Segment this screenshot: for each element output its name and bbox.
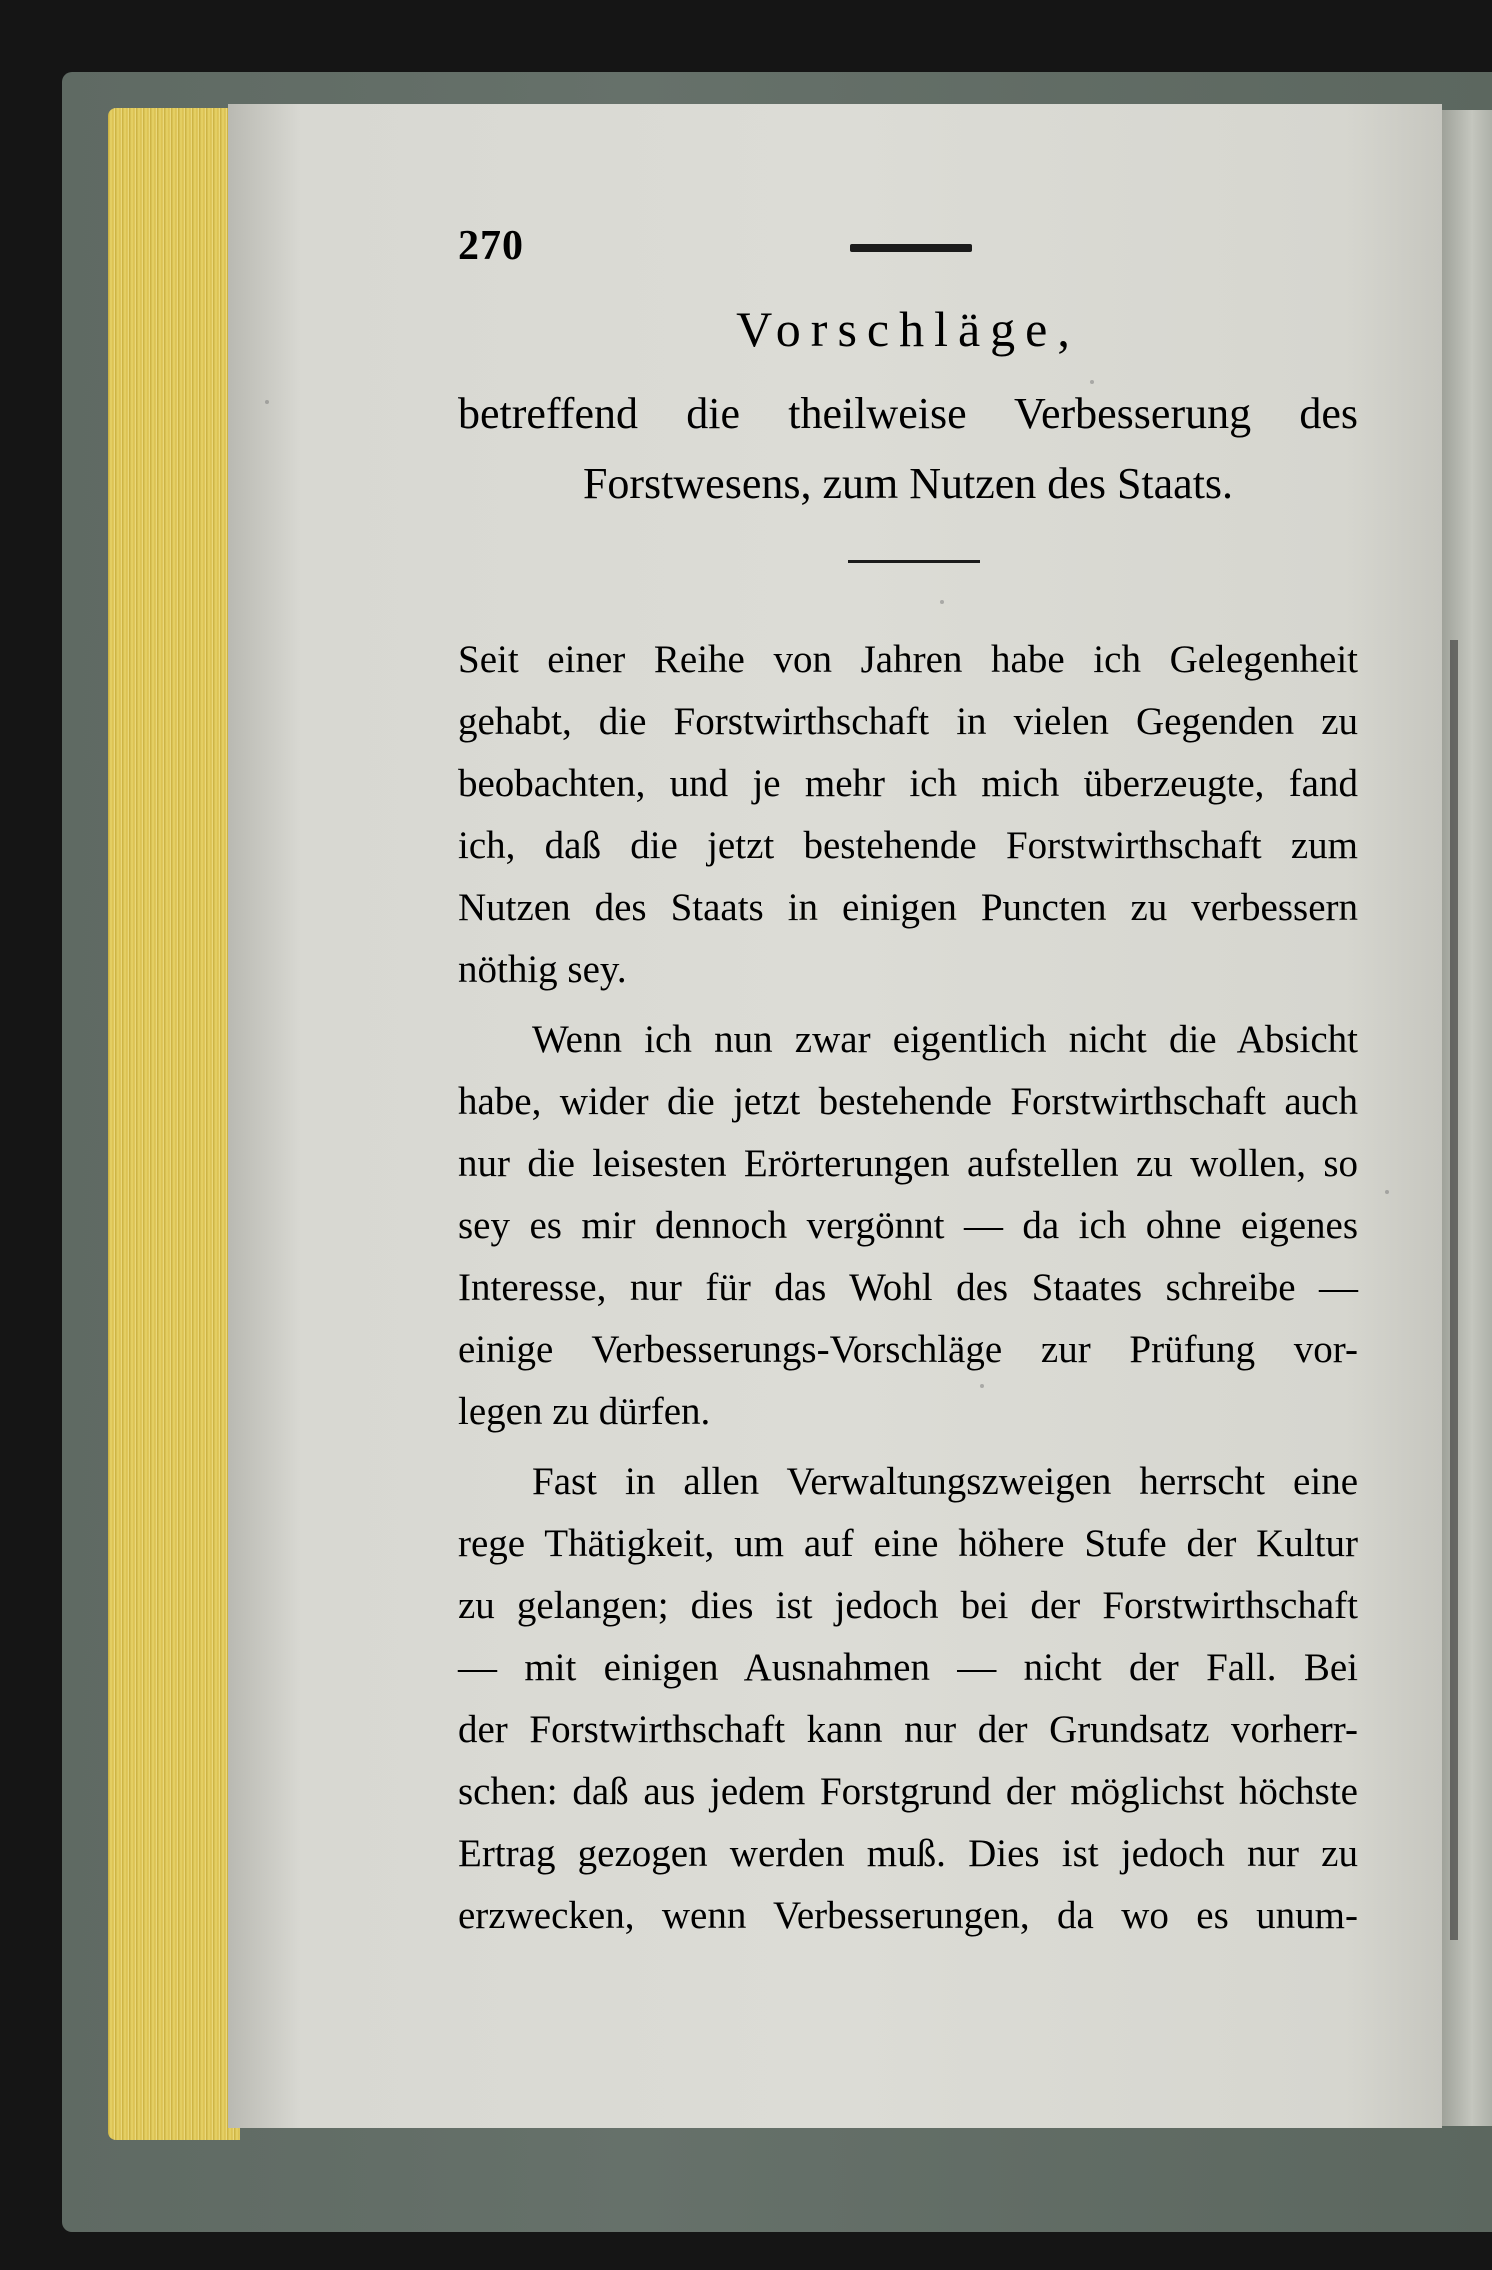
paragraph-2-line: Interesse, nur für das Wohl des Staates schreibe — [458, 1266, 1358, 1309]
paragraph-3-line: Fast in allen Verwaltungszweigen herrscht eine [532, 1460, 1358, 1503]
page-edges [108, 108, 240, 2140]
paragraph-3-line: zu gelangen; dies ist jedoch bei der Forstwirthschaft [458, 1584, 1358, 1627]
paragraph-1-line: Nutzen des Staats in einigen Puncten zu verbessern [458, 886, 1358, 929]
paragraph-2-line: habe, wider die jetzt bestehende Forstwirthschaft auch [458, 1080, 1358, 1123]
paragraph-3-line: — mit einigen Ausnahmen — nicht der Fall. Bei [458, 1646, 1358, 1689]
paragraph-2-line: legen zu dürfen. [458, 1390, 711, 1433]
paper-speck [980, 1384, 984, 1388]
binding-shadow [1450, 640, 1458, 1940]
paragraph-1-line: nöthig sey. [458, 948, 627, 991]
title-separator-rule [848, 560, 980, 563]
paragraph-1-line: ich, daß die jetzt bestehende Forstwirthschaft zum [458, 824, 1358, 867]
subtitle-line-1: betreffend die theilweise Verbesserung des [458, 389, 1358, 438]
paragraph-3-line: schen: daß aus jedem Forstgrund der möglichst höchste [458, 1770, 1358, 1813]
paragraph-3-line: rege Thätigkeit, um auf eine höhere Stufe der Kultur [458, 1522, 1358, 1565]
paragraph-1-line: gehabt, die Forstwirthschaft in vielen Gegenden zu [458, 700, 1358, 743]
paragraph-3-line: erzwecken, wenn Verbesserungen, da wo es unum- [458, 1894, 1358, 1937]
paragraph-2-line: Wenn ich nun zwar eigentlich nicht die Absicht [532, 1018, 1358, 1061]
page-number: 270 [458, 223, 524, 269]
paragraph-2-line: sey es mir dennoch vergönnt — da ich ohne eigenes [458, 1204, 1358, 1247]
paragraph-1-line: beobachten, und je mehr ich mich überzeugte, fand [458, 762, 1358, 805]
paragraph-3-line: Ertrag gezogen werden muß. Dies ist jedoch nur zu [458, 1832, 1358, 1875]
paper-speck [265, 400, 269, 404]
subtitle-line-2: Forstwesens, zum Nutzen des Staats. [582, 459, 1234, 508]
paragraph-3-line: der Forstwirthschaft kann nur der Grundsatz vorherr- [458, 1708, 1358, 1751]
paper-speck [1090, 380, 1094, 384]
section-title: Vorschläge, [736, 301, 1080, 357]
paragraph-1-line: Seit einer Reihe von Jahren habe ich Gelegenheit [458, 638, 1358, 681]
paragraph-2-line: einige Verbesserungs-Vorschläge zur Prüfung vor- [458, 1328, 1358, 1371]
paragraph-2-line: nur die leisesten Erörterungen aufstellen zu wollen, so [458, 1142, 1358, 1185]
paper-speck [940, 600, 944, 604]
paper-speck [1385, 1190, 1389, 1194]
header-ornament-rule [850, 244, 972, 252]
